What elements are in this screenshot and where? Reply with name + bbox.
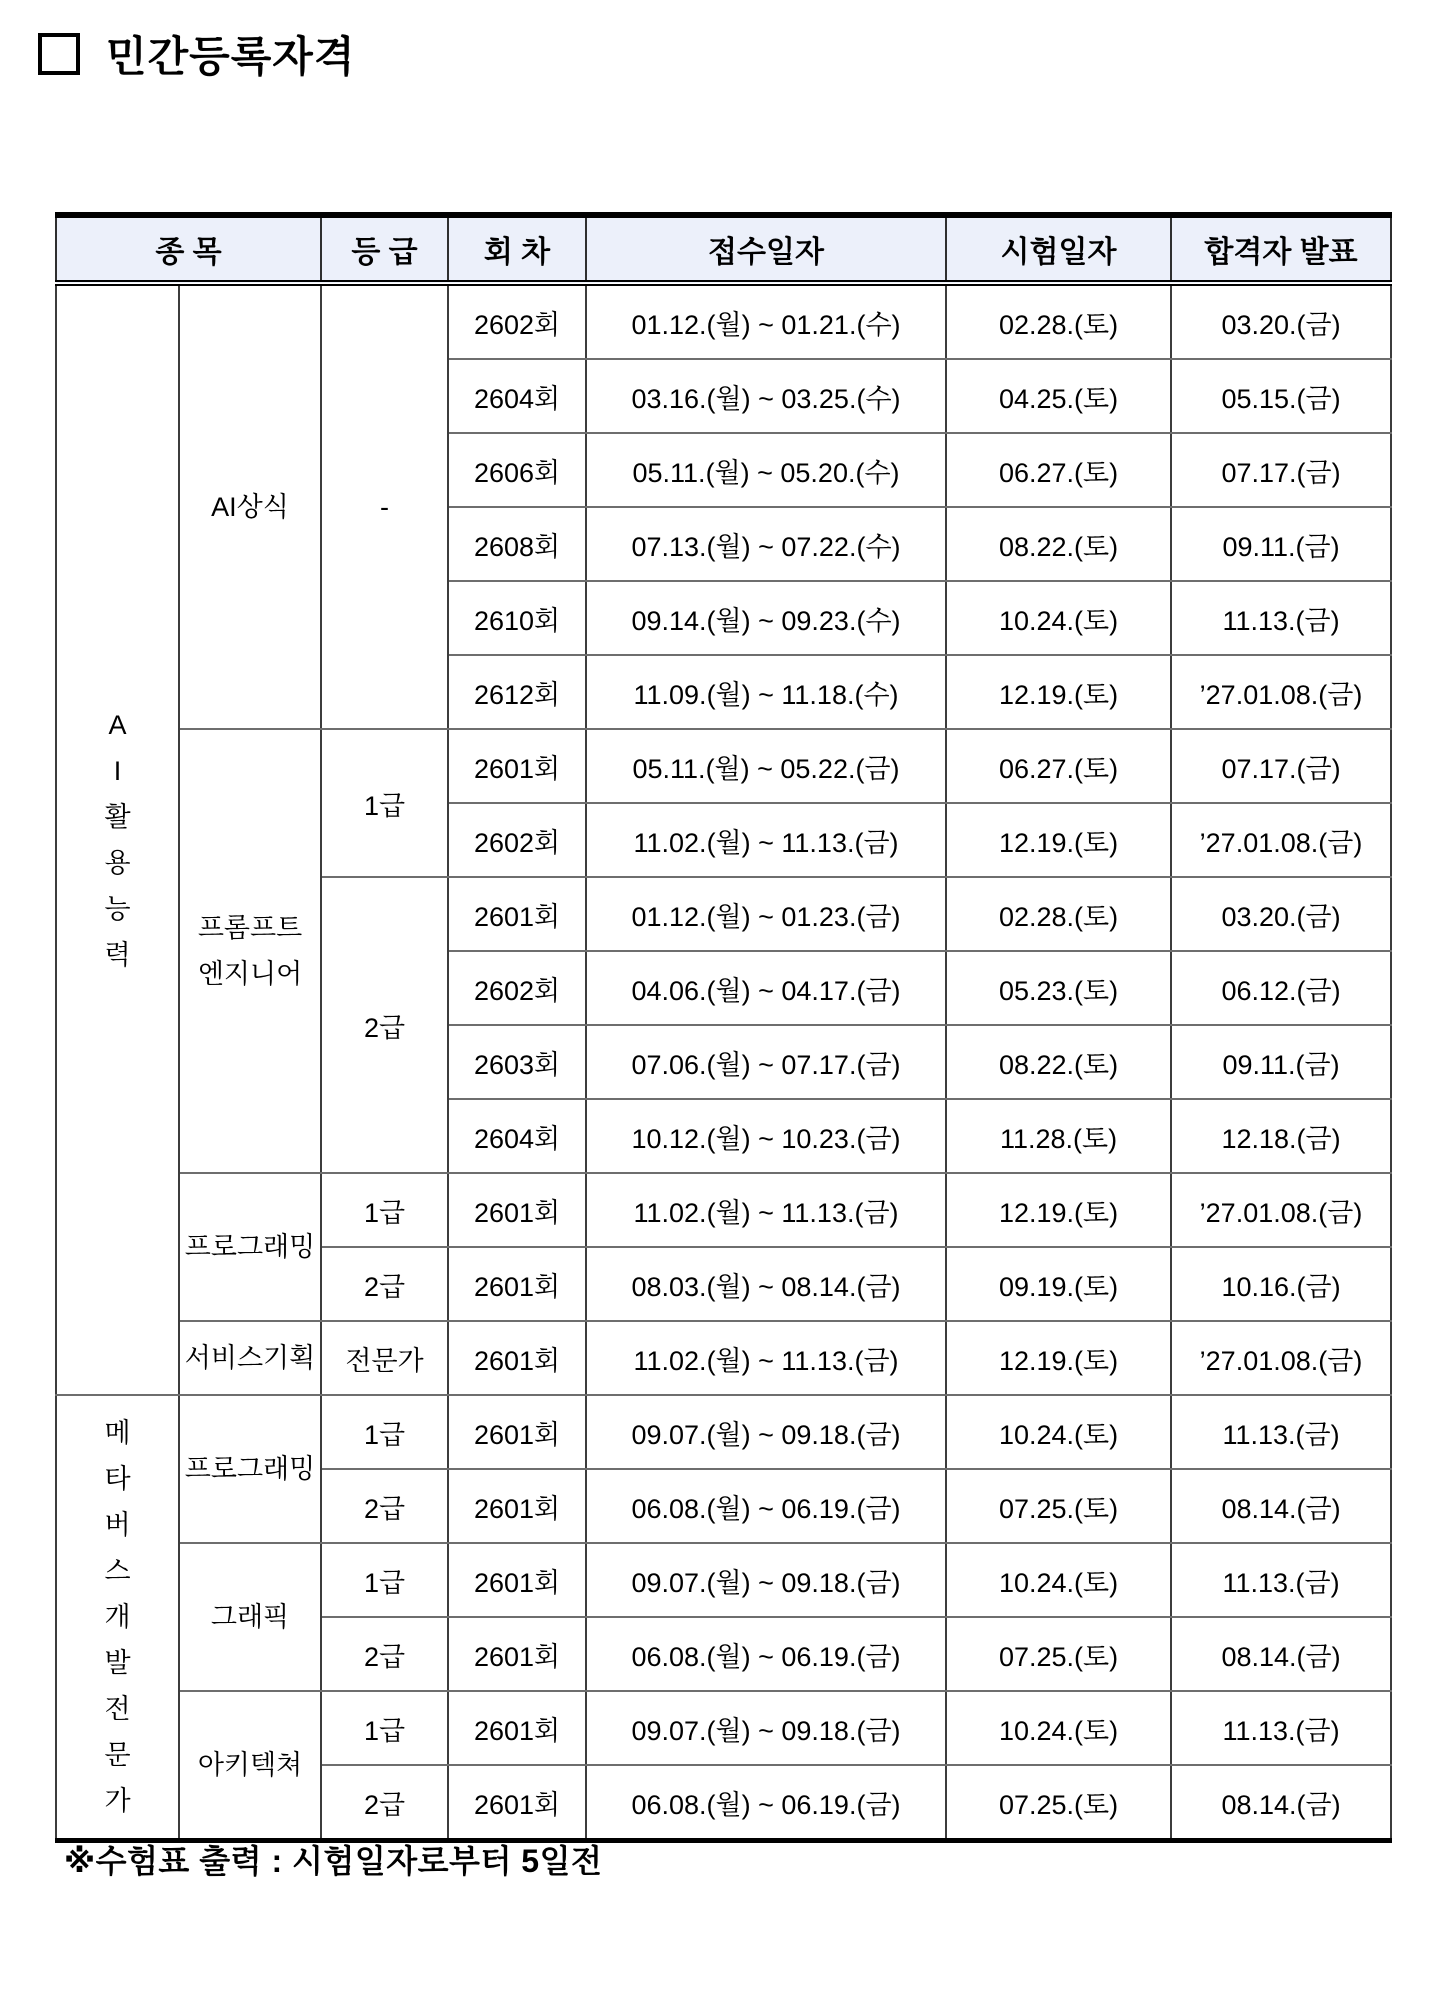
exam-date-cell: 10.24.(토) <box>946 1395 1171 1469</box>
exam-date-cell: 12.19.(토) <box>946 803 1171 877</box>
header-row <box>56 215 1391 283</box>
apply-date-cell: 08.03.(월) ~ 08.14.(금) <box>586 1247 946 1321</box>
apply-date-cell: 04.06.(월) ~ 04.17.(금) <box>586 951 946 1025</box>
announce-date-cell: 07.17.(금) <box>1171 433 1391 507</box>
exam-date-cell: 06.27.(토) <box>946 729 1171 803</box>
header-apply-date: 접수일자 <box>586 215 946 283</box>
table-row <box>56 1543 1391 1617</box>
apply-date-cell: 07.06.(월) ~ 07.17.(금) <box>586 1025 946 1099</box>
subject-cell: 서비스기획 <box>179 1321 321 1395</box>
apply-date-cell: 05.11.(월) ~ 05.20.(수) <box>586 433 946 507</box>
session-cell: 2601회 <box>448 1765 586 1841</box>
announce-date-cell: 11.13.(금) <box>1171 1691 1391 1765</box>
table-row <box>56 1321 1391 1395</box>
grade-cell: 2급 <box>321 1469 448 1543</box>
announce-date-cell: 05.15.(금) <box>1171 359 1391 433</box>
announce-date-cell: 03.20.(금) <box>1171 877 1391 951</box>
announce-date-cell: 11.13.(금) <box>1171 581 1391 655</box>
apply-date-cell: 01.12.(월) ~ 01.21.(수) <box>586 283 946 359</box>
exam-date-cell: 04.25.(토) <box>946 359 1171 433</box>
header-session: 회 차 <box>448 215 586 283</box>
announce-date-cell: 09.11.(금) <box>1171 1025 1391 1099</box>
exam-date-cell: 08.22.(토) <box>946 1025 1171 1099</box>
exam-date-cell: 12.19.(토) <box>946 1173 1171 1247</box>
grade-cell: 1급 <box>321 1543 448 1617</box>
grade-cell: 1급 <box>321 729 448 877</box>
announce-date-cell: 09.11.(금) <box>1171 507 1391 581</box>
exam-schedule-table <box>55 212 1392 1843</box>
subject-cell: 그래픽 <box>179 1543 321 1691</box>
apply-date-cell: 06.08.(월) ~ 06.19.(금) <box>586 1469 946 1543</box>
page-title-text: 민간등록자격 <box>106 33 356 80</box>
apply-date-cell: 11.02.(월) ~ 11.13.(금) <box>586 1173 946 1247</box>
category-group-cell: 메 타 버 스 개 발 전 문 가 <box>56 1395 179 1841</box>
subject-cell: 프롬프트 엔지니어 <box>179 729 321 1173</box>
announce-date-cell: 12.18.(금) <box>1171 1099 1391 1173</box>
announce-date-cell: 07.17.(금) <box>1171 729 1391 803</box>
header-grade: 등 급 <box>321 215 448 283</box>
session-cell: 2601회 <box>448 1691 586 1765</box>
table-row <box>56 729 1391 803</box>
exam-date-cell: 07.25.(토) <box>946 1765 1171 1841</box>
apply-date-cell: 11.02.(월) ~ 11.13.(금) <box>586 803 946 877</box>
session-cell: 2604회 <box>448 359 586 433</box>
announce-date-cell: 03.20.(금) <box>1171 283 1391 359</box>
category-group-cell: A I 활 용 능 력 <box>56 283 179 1395</box>
session-cell: 2601회 <box>448 877 586 951</box>
apply-date-cell: 11.09.(월) ~ 11.18.(수) <box>586 655 946 729</box>
session-cell: 2606회 <box>448 433 586 507</box>
table-row <box>56 1395 1391 1469</box>
apply-date-cell: 07.13.(월) ~ 07.22.(수) <box>586 507 946 581</box>
exam-date-cell: 06.27.(토) <box>946 433 1171 507</box>
session-cell: 2601회 <box>448 729 586 803</box>
announce-date-cell: 11.13.(금) <box>1171 1395 1391 1469</box>
header-exam-date: 시험일자 <box>946 215 1171 283</box>
exam-date-cell: 05.23.(토) <box>946 951 1171 1025</box>
session-cell: 2610회 <box>448 581 586 655</box>
grade-cell: 2급 <box>321 1765 448 1841</box>
session-cell: 2601회 <box>448 1543 586 1617</box>
apply-date-cell: 09.07.(월) ~ 09.18.(금) <box>586 1543 946 1617</box>
apply-date-cell: 11.02.(월) ~ 11.13.(금) <box>586 1321 946 1395</box>
square-bullet-icon <box>38 33 80 75</box>
apply-date-cell: 05.11.(월) ~ 05.22.(금) <box>586 729 946 803</box>
apply-date-cell: 06.08.(월) ~ 06.19.(금) <box>586 1617 946 1691</box>
session-cell: 2601회 <box>448 1617 586 1691</box>
exam-date-cell: 10.24.(토) <box>946 581 1171 655</box>
table-row <box>56 283 1391 359</box>
session-cell: 2612회 <box>448 655 586 729</box>
footnote: ※수험표 출력 : 시험일자로부터 5일전 <box>64 1843 603 1879</box>
session-cell: 2601회 <box>448 1469 586 1543</box>
grade-cell: 2급 <box>321 1247 448 1321</box>
exam-date-cell: 12.19.(토) <box>946 1321 1171 1395</box>
session-cell: 2602회 <box>448 283 586 359</box>
exam-date-cell: 08.22.(토) <box>946 507 1171 581</box>
exam-date-cell: 10.24.(토) <box>946 1691 1171 1765</box>
session-cell: 2601회 <box>448 1395 586 1469</box>
subject-cell: 프로그래밍 <box>179 1173 321 1321</box>
grade-cell: 1급 <box>321 1173 448 1247</box>
exam-date-cell: 12.19.(토) <box>946 655 1171 729</box>
grade-cell: - <box>321 283 448 729</box>
announce-date-cell: 06.12.(금) <box>1171 951 1391 1025</box>
exam-date-cell: 09.19.(토) <box>946 1247 1171 1321</box>
apply-date-cell: 09.07.(월) ~ 09.18.(금) <box>586 1395 946 1469</box>
announce-date-cell: 08.14.(금) <box>1171 1469 1391 1543</box>
exam-date-cell: 02.28.(토) <box>946 283 1171 359</box>
grade-cell: 2급 <box>321 877 448 1173</box>
session-cell: 2601회 <box>448 1321 586 1395</box>
header-category: 종 목 <box>56 215 321 283</box>
grade-cell: 1급 <box>321 1395 448 1469</box>
announce-date-cell: 10.16.(금) <box>1171 1247 1391 1321</box>
apply-date-cell: 06.08.(월) ~ 06.19.(금) <box>586 1765 946 1841</box>
announce-date-cell: 08.14.(금) <box>1171 1765 1391 1841</box>
exam-date-cell: 02.28.(토) <box>946 877 1171 951</box>
exam-date-cell: 07.25.(토) <box>946 1617 1171 1691</box>
announce-date-cell: ’27.01.08.(금) <box>1171 803 1391 877</box>
header-announce-date: 합격자 발표 <box>1171 215 1391 283</box>
session-cell: 2604회 <box>448 1099 586 1173</box>
session-cell: 2608회 <box>448 507 586 581</box>
session-cell: 2601회 <box>448 1173 586 1247</box>
grade-cell: 2급 <box>321 1617 448 1691</box>
table-row <box>56 1173 1391 1247</box>
apply-date-cell: 10.12.(월) ~ 10.23.(금) <box>586 1099 946 1173</box>
apply-date-cell: 01.12.(월) ~ 01.23.(금) <box>586 877 946 951</box>
session-cell: 2602회 <box>448 951 586 1025</box>
session-cell: 2602회 <box>448 803 586 877</box>
subject-cell: AI상식 <box>179 283 321 729</box>
announce-date-cell: 11.13.(금) <box>1171 1543 1391 1617</box>
apply-date-cell: 03.16.(월) ~ 03.25.(수) <box>586 359 946 433</box>
exam-date-cell: 10.24.(토) <box>946 1543 1171 1617</box>
table-body <box>56 283 1391 1841</box>
announce-date-cell: 08.14.(금) <box>1171 1617 1391 1691</box>
exam-date-cell: 11.28.(토) <box>946 1099 1171 1173</box>
subject-cell: 아키텍쳐 <box>179 1691 321 1841</box>
announce-date-cell: ’27.01.08.(금) <box>1171 1321 1391 1395</box>
session-cell: 2603회 <box>448 1025 586 1099</box>
grade-cell: 1급 <box>321 1691 448 1765</box>
announce-date-cell: ’27.01.08.(금) <box>1171 655 1391 729</box>
grade-cell: 전문가 <box>321 1321 448 1395</box>
page-title <box>38 24 355 84</box>
table-row <box>56 1691 1391 1765</box>
announce-date-cell: ’27.01.08.(금) <box>1171 1173 1391 1247</box>
exam-date-cell: 07.25.(토) <box>946 1469 1171 1543</box>
apply-date-cell: 09.07.(월) ~ 09.18.(금) <box>586 1691 946 1765</box>
apply-date-cell: 09.14.(월) ~ 09.23.(수) <box>586 581 946 655</box>
subject-cell: 프로그래밍 <box>179 1395 321 1543</box>
session-cell: 2601회 <box>448 1247 586 1321</box>
